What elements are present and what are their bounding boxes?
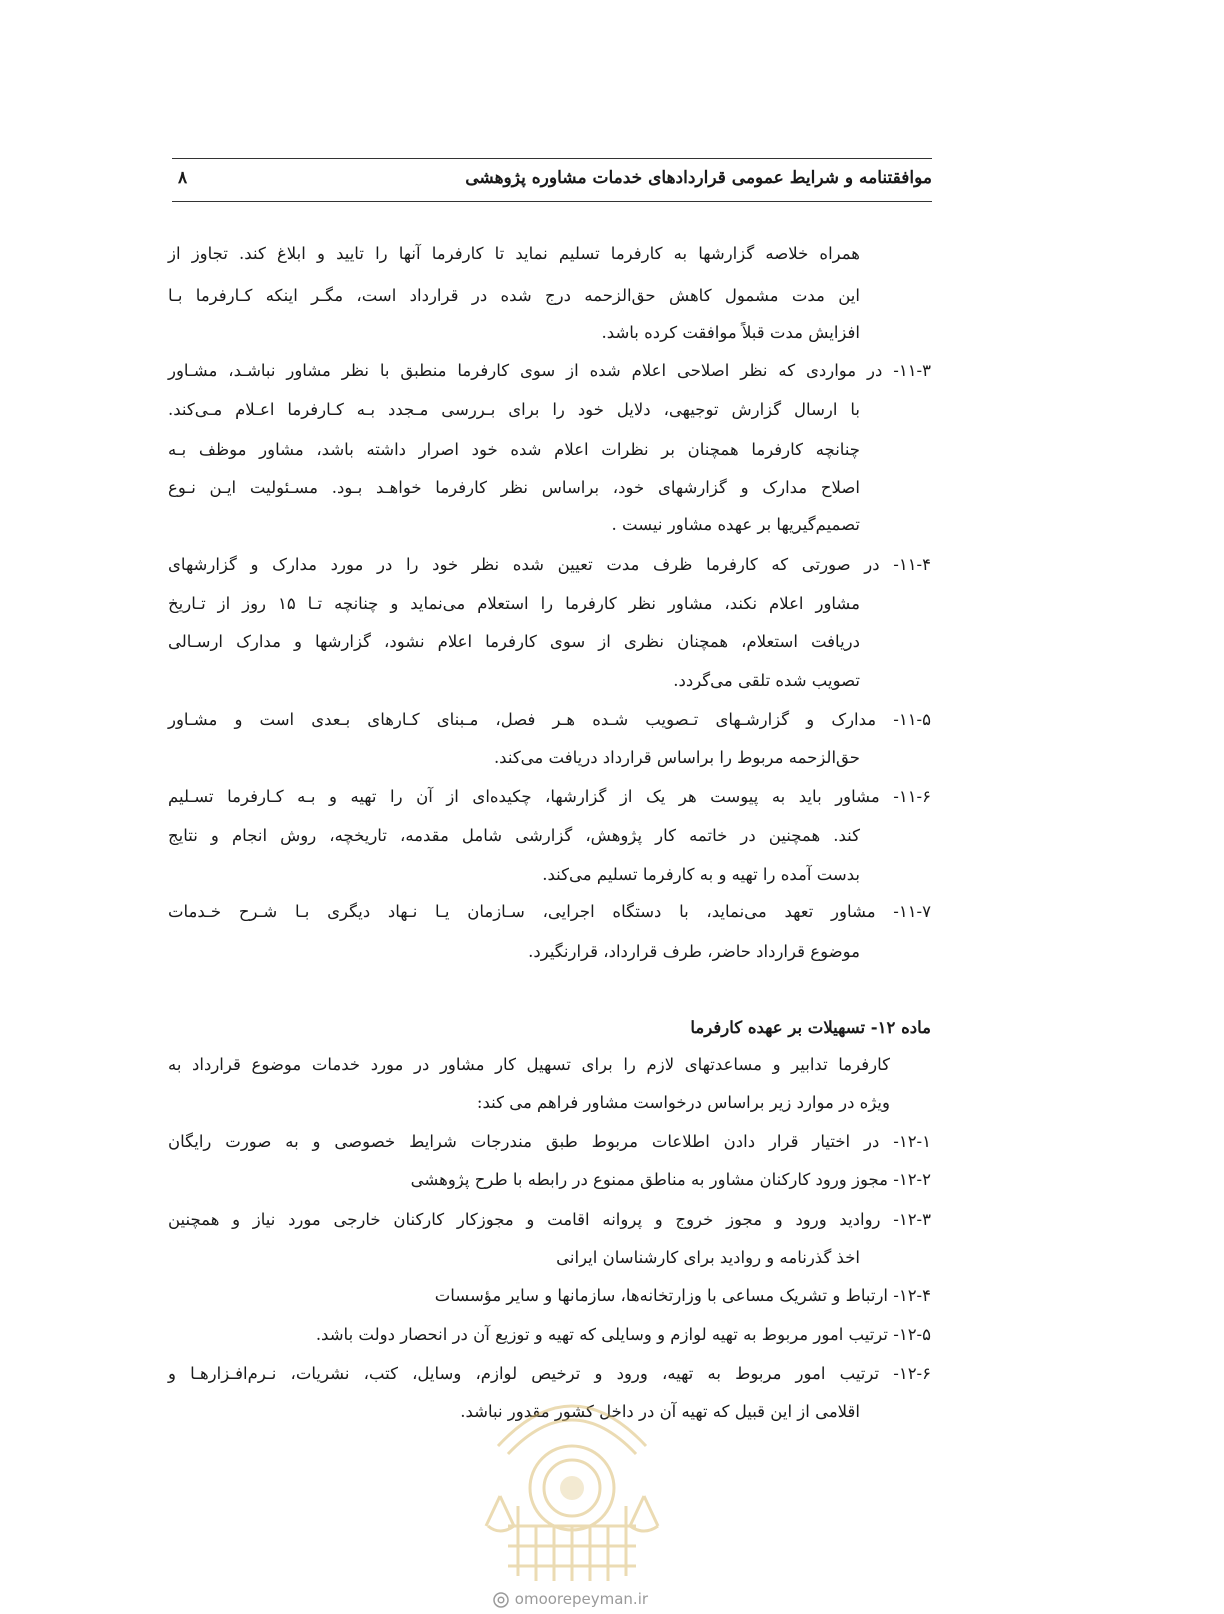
body-line: ویژه در موارد زیر براساس درخواست مشاور فراهم می کند: [476,1093,890,1112]
page-number: ۸ [178,168,188,188]
clause-11-7: ۱۱-۷- مشاور تعهد می‌نماید، با دستگاه اجرایی، سـازمان یـا نـهاد دیگری بـا شـرح خـدمات [168,902,931,921]
header-title: موافقتنامه و شرایط عمومی قراردادهای خدمات مشاوره پژوهشی [465,168,932,188]
site-watermark [492,1590,712,1612]
clause-11-6: ۱۱-۶- مشاور باید به پیوست هر یک از گزارشها، چکیده‌ای از آن را تهیه و بـه کـارفرما تسـلیم [168,787,931,806]
clause-12-6: ۱۲-۶- ترتیب امور مربوط به تهیه، ورود و ترخیص لوازم، وسایل، کتب، نشریات، نـرم‌افـزارهـا و [168,1364,931,1383]
body-line: اخذ گذرنامه و روادید برای کارشناسان ایرانی [556,1248,860,1267]
site-url: omoorepeyman.ir [514,1590,649,1608]
body-line: مشاور اعلام نکند، مشاور نظر کارفرما را استعلام می‌نماید و چنانچه تـا ۱۵ روز از تـاریخ [168,594,860,613]
body-line: حق‌الزحمه مربوط را براساس قرارداد دریافت می‌کند. [493,748,860,767]
watermark-seal-icon [478,1376,666,1594]
body-line: تصمیم‌گیریها بر عهده مشاور نیست . [611,515,860,534]
clause-11-3: ۱۱-۳- در مواردی که نظر اصلاحی اعلام شده از سوی کارفرما منطبق با نظر مشاور نباشـد، مشـاور [168,361,931,380]
clause-12-3: ۱۲-۳- روادید ورود و مجوز خروج و پروانه اقامت و مجوزکار کارکنان خارجی مورد نیاز و همچنین [168,1210,931,1229]
clause-11-5: ۱۱-۵- مدارک و گزارشـهای تـصویب شـده هـر فصل، مـبنای کـارهای بـعدی است و مشـاور [168,710,931,729]
clause-12-4: ۱۲-۴- ارتباط و تشریک مساعی با وزارتخانه‌ها، سازمانها و سایر مؤسسات [434,1286,931,1305]
body-line: کند. همچنین در خاتمه کار پژوهش، گزارشی شامل مقدمه، تاریخچه، روش انجام و نتایج [168,826,860,845]
body-line: دریافت استعلام، همچنان نظری از سوی کارفرما اعلام نشود، گزارشها و مدارک ارسـالی [168,632,860,651]
body-line: تصویب شده تلقی می‌گردد. [673,671,860,690]
clause-12-1: ۱۲-۱- در اختیار قرار دادن اطلاعات مربوط طبق مندرجات شرایط خصوصی و به صورت رایگان [168,1132,931,1151]
body-line: چنانچه کارفرما همچنان بر نظرات اعلام شده خود اصرار داشته باشد، مشاور موظف بـه [168,440,860,459]
body-line: با ارسال گزارش توجیهی، دلایل خود را برای بـررسی مـجدد بـه کـارفرما اعـلام مـی‌کند. [168,400,860,419]
body-line: موضوع قرارداد حاضر، طرف قرارداد، قرارنگیرد. [528,942,860,961]
body-line: اقلامی از این قبیل که تهیه آن در داخل کشور مقدور نباشد. [460,1402,860,1421]
clause-12-5: ۱۲-۵- ترتیب امور مربوط به تهیه لوازم و وسایلی که تهیه و توزیع آن در انحصار دولت باشد. [315,1325,931,1344]
body-line: اصلاح مدارک و گزارشهای خود، براساس نظر کارفرما خواهـد بـود. مسـئولیت ایـن نـوع [168,478,860,497]
clause-12-2: ۱۲-۲- مجوز ورود کارکنان مشاور به مناطق ممنوع در رابطه با طرح پژوهشی [410,1170,931,1189]
running-header [172,158,932,202]
body-line: کارفرما تدابیر و مساعدتهای لازم را برای تسهیل کار مشاور در مورد خدمات موضوع قرارداد به [168,1055,890,1074]
body-line: این مدت مشمول کاهش حق‌الزحمه درج شده در قرارداد است، مگـر اینکه کـارفرما بـا [168,286,860,305]
article-12-heading: ماده ۱۲- تسهیلات بر عهده کارفرما [690,1018,931,1037]
body-line: همراه خلاصه گزارشها به کارفرما تسلیم نماید تا کارفرما آنها را تایید و ابلاغ کند. تجاوز از [168,244,860,263]
clause-11-4: ۱۱-۴- در صورتی که کارفرما ظرف مدت تعیین شده نظر خود را در مورد مدارک و گزارشهای [168,555,931,574]
body-line: بدست آمده را تهیه و به کارفرما تسلیم می‌کند. [542,865,860,884]
at-sign-icon [492,1591,510,1609]
body-line: افزایش مدت قبلاً موافقت کرده باشد. [601,323,860,342]
